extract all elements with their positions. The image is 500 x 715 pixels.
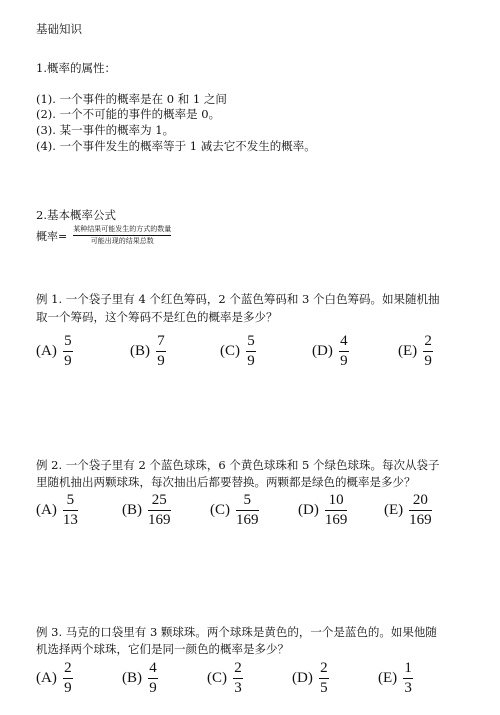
option-label: (C) xyxy=(220,343,240,359)
option-fraction xyxy=(325,492,348,529)
denominator: 169 xyxy=(324,512,348,528)
option-label: (A) xyxy=(36,343,57,359)
formula-denominator: 可能出现的结果总数 xyxy=(90,237,154,245)
option-label: (A) xyxy=(36,502,57,518)
numerator: 2 xyxy=(234,660,242,676)
fraction-bar xyxy=(423,351,433,352)
fraction-bar xyxy=(73,235,171,236)
option-label: (C) xyxy=(207,670,227,686)
numerator: 25 xyxy=(151,492,167,508)
fraction-bar xyxy=(403,678,413,679)
example1-option-a xyxy=(36,333,73,370)
denominator: 9 xyxy=(247,353,255,369)
numerator: 5 xyxy=(243,492,251,508)
fraction-bar xyxy=(63,351,73,352)
numerator: 4 xyxy=(149,660,157,676)
option-fraction xyxy=(319,660,329,697)
numerator: 5 xyxy=(66,492,75,508)
option-fraction xyxy=(148,660,158,697)
fraction-bar xyxy=(63,510,78,511)
example3-option-a xyxy=(36,660,73,697)
example1-option-e xyxy=(398,333,433,370)
option-fraction xyxy=(423,333,433,370)
section2-title: 2.基本概率公式 xyxy=(36,208,116,222)
fraction-bar xyxy=(325,510,348,511)
formula-numerator: 某种结果可能发生的方式的数量 xyxy=(73,225,172,233)
example2-line-1: 例 2. 一个袋子里有 2 个蓝色球珠，6 个黄色球珠和 5 个绿色球珠。每次从袋子 xyxy=(36,458,440,472)
option-fraction xyxy=(156,333,166,370)
denominator: 169 xyxy=(148,512,171,528)
property-item-4: (4). 一个事件发生的概率等于 1 减去它不发生的概率。 xyxy=(36,139,316,153)
example1-options xyxy=(0,333,500,373)
numerator: 5 xyxy=(247,333,255,349)
fraction-bar xyxy=(148,510,171,511)
example1-option-c xyxy=(220,333,256,370)
fraction-bar xyxy=(339,351,349,352)
option-fraction xyxy=(409,492,432,529)
example3-option-e xyxy=(378,660,413,697)
fraction-bar xyxy=(148,678,158,679)
property-item-2: (2). 一个不可能的事件的概率是 0。 xyxy=(36,107,221,121)
option-fraction xyxy=(339,333,349,370)
numerator: 4 xyxy=(340,333,348,349)
fraction-bar xyxy=(156,351,166,352)
example2-line-2: 里随机抽出两颗球珠，每次抽出后都要替换。两颗都是绿色的概率是多少？ xyxy=(36,475,416,489)
example1-line-1: 例 1. 一个袋子里有 4 个红色筹码，2 个蓝色筹码和 3 个白色筹码。如果随机抽 xyxy=(36,292,440,306)
probability-formula xyxy=(36,225,171,246)
option-label: (A) xyxy=(36,670,57,686)
example3-options xyxy=(0,660,500,700)
example3-option-d xyxy=(292,660,329,697)
denominator: 9 xyxy=(64,353,72,369)
formula-lhs: 概率= xyxy=(36,229,68,243)
fraction-bar xyxy=(319,678,329,679)
option-fraction xyxy=(63,660,73,697)
option-fraction xyxy=(148,492,171,529)
option-label: (B) xyxy=(130,343,150,359)
section1-title: 1.概率的属性： xyxy=(36,61,116,75)
denominator: 169 xyxy=(409,512,432,528)
fraction-bar xyxy=(246,351,256,352)
denominator: 9 xyxy=(64,680,72,696)
option-label: (D) xyxy=(292,670,313,686)
option-label: (B) xyxy=(122,502,142,518)
example2-option-c xyxy=(210,492,259,529)
numerator: 7 xyxy=(157,333,165,349)
property-item-3: (3). 某一事件的概率为 1。 xyxy=(36,123,175,137)
example1-line-2: 取一个筹码，这个筹码不是红色的概率是多少？ xyxy=(36,310,278,324)
example2-option-e xyxy=(384,492,432,529)
example3-option-c xyxy=(207,660,243,697)
denominator: 9 xyxy=(157,353,165,369)
option-fraction xyxy=(246,333,256,370)
fraction-bar xyxy=(409,510,432,511)
denominator: 3 xyxy=(234,680,242,696)
example3-option-b xyxy=(122,660,158,697)
numerator: 5 xyxy=(64,333,72,349)
denominator: 9 xyxy=(149,680,157,696)
fraction-bar xyxy=(63,678,73,679)
page-heading: 基础知识 xyxy=(36,22,82,36)
denominator: 5 xyxy=(320,680,328,696)
numerator: 2 xyxy=(424,333,432,349)
option-label: (E) xyxy=(384,502,404,518)
option-label: (B) xyxy=(122,670,142,686)
numerator: 20 xyxy=(412,492,428,508)
option-label: (D) xyxy=(312,343,333,359)
numerator: 2 xyxy=(320,660,328,676)
denominator: 169 xyxy=(236,512,259,528)
option-label: (C) xyxy=(210,502,230,518)
numerator: 10 xyxy=(328,492,344,508)
denominator: 9 xyxy=(340,353,348,369)
denominator: 9 xyxy=(424,353,432,369)
formula-fraction xyxy=(73,225,171,246)
example3-line-1: 例 3. 马克的口袋里有 3 颗球珠。两个球珠是黄色的，一个是蓝色的。如果他随 xyxy=(36,625,437,639)
numerator: 1 xyxy=(404,660,412,676)
denominator: 3 xyxy=(404,680,412,696)
option-fraction xyxy=(63,492,78,529)
option-label: (D) xyxy=(298,502,319,518)
option-fraction xyxy=(233,660,243,697)
example1-option-d xyxy=(312,333,349,370)
option-fraction xyxy=(403,660,413,697)
numerator: 2 xyxy=(64,660,72,676)
example2-option-b xyxy=(122,492,171,529)
property-item-1: (1). 一个事件的概率是在 0 和 1 之间 xyxy=(36,92,227,106)
example1-option-b xyxy=(130,333,166,370)
example2-option-d xyxy=(298,492,347,529)
option-fraction xyxy=(63,333,73,370)
denominator: 13 xyxy=(62,512,78,528)
fraction-bar xyxy=(233,678,243,679)
example2-option-a xyxy=(36,492,78,529)
option-label: (E) xyxy=(378,670,398,686)
example3-line-2: 机选择两个球珠，它们是同一颜色的概率是多少？ xyxy=(36,642,289,656)
fraction-bar xyxy=(236,510,259,511)
example2-options xyxy=(0,492,500,532)
option-fraction xyxy=(236,492,259,529)
option-label: (E) xyxy=(398,343,418,359)
